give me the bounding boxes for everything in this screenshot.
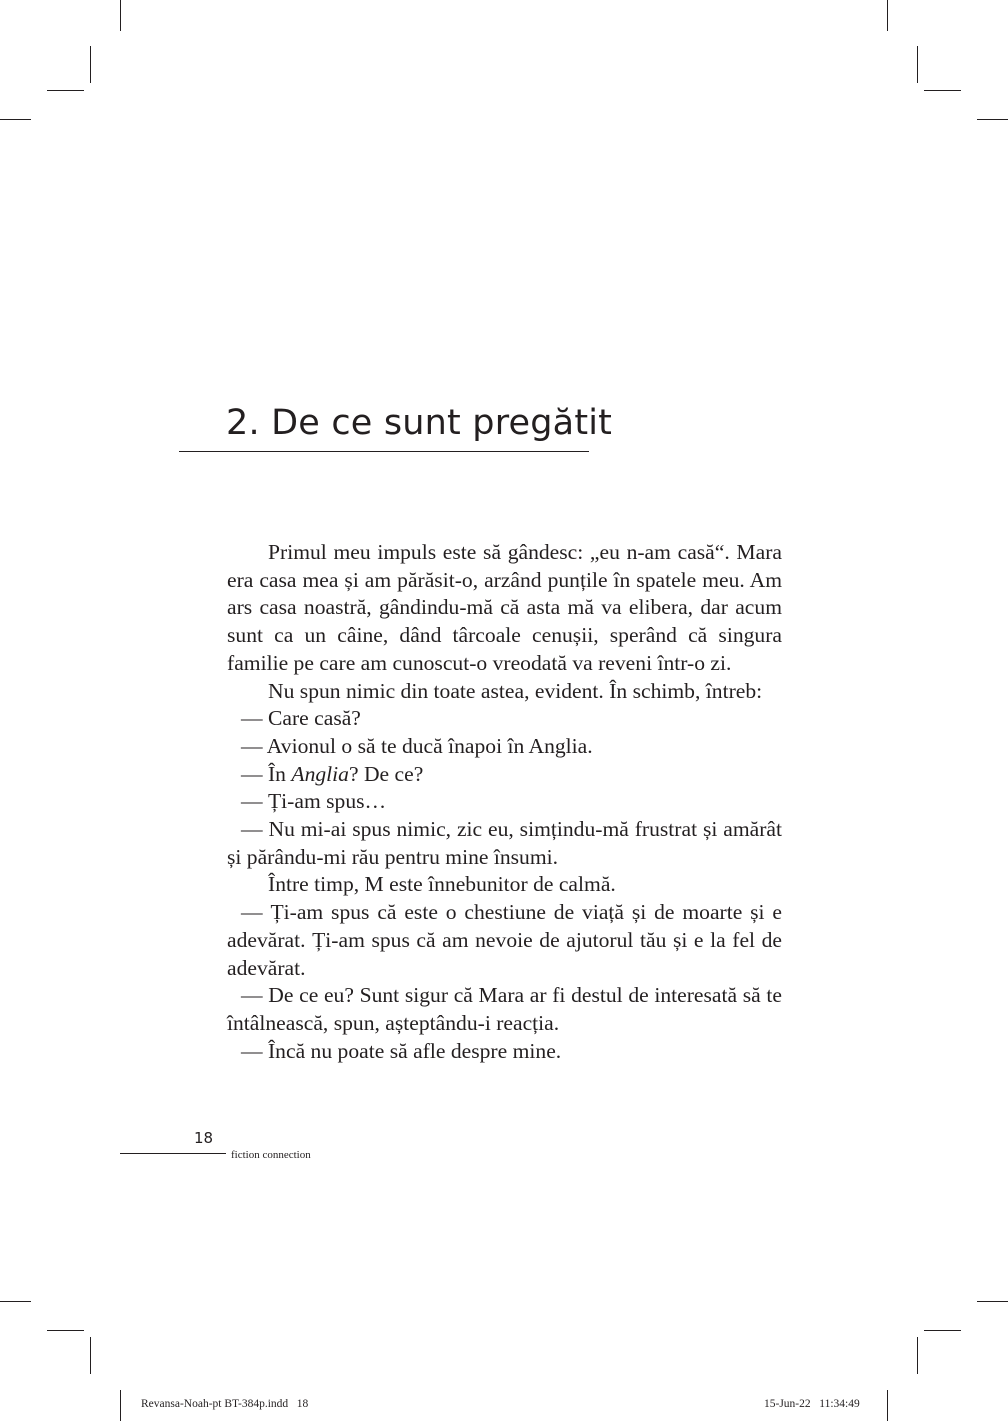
dialogue-line: — Ți-am spus… xyxy=(241,789,387,814)
chapter-title: 2. De ce sunt pregătit xyxy=(226,403,613,443)
page-number: 18 xyxy=(194,1129,214,1147)
body-text xyxy=(227,539,782,1065)
paragraph: Nu spun nimic din toate astea, evident. În schimb, întreb: xyxy=(268,678,763,703)
crop-mark xyxy=(977,1301,1008,1302)
crop-mark xyxy=(120,0,121,31)
crop-mark xyxy=(0,119,31,120)
crop-mark xyxy=(917,1337,918,1374)
crop-mark xyxy=(0,1301,31,1302)
dialogue-line: — Avionul o să te ducă înapoi în Anglia. xyxy=(241,733,593,758)
crop-mark xyxy=(977,119,1008,120)
crop-mark xyxy=(924,90,961,91)
slug-filename: Revansa-Noah-pt BT-384p.indd 18 xyxy=(141,1398,309,1410)
crop-mark xyxy=(924,1330,961,1331)
crop-mark xyxy=(887,0,888,31)
dialogue-text: — În xyxy=(241,761,292,786)
crop-mark xyxy=(120,1390,121,1421)
dialogue-line: — Ți-am spus că este o chestiune de viață și de moarte și e adevărat. Ți-am spus că am nevoie de ajutorul tău și e la fel de adevărat. xyxy=(227,900,782,980)
crop-mark xyxy=(887,1390,888,1421)
folio-rule xyxy=(120,1153,226,1154)
paragraph: Între timp, M este înnebunitor de calmă. xyxy=(268,872,616,897)
publisher-name: fiction connection xyxy=(231,1149,311,1161)
crop-mark xyxy=(47,90,84,91)
slug-timestamp: 15-Jun-22 11:34:49 xyxy=(764,1398,860,1410)
crop-mark xyxy=(917,46,918,83)
paragraph: Primul meu impuls este să gândesc: „eu n-am casă“. Mara era casa mea și am părăsit-o, arzând punțile în spatele meu. Am ars casa noastră, gândindu-mă că asta mă va elibera, dar acum sunt ca un câine, dând târcoale cenușii, sperând că singura familie pe care am cunoscut-o vreodată va reveni într-o zi. xyxy=(227,540,782,675)
crop-mark xyxy=(90,1337,91,1374)
dialogue-line: — Încă nu poate să afle despre mine. xyxy=(241,1038,562,1063)
dialogue-line: — Nu mi-ai spus nimic, zic eu, simțindu-mă frustrat și amărât și părându-mi rău pentru mine însumi. xyxy=(227,817,782,869)
dialogue-line xyxy=(227,761,782,789)
dialogue-text: ? De ce? xyxy=(348,761,424,786)
crop-mark xyxy=(47,1330,84,1331)
emphasized-word: Anglia xyxy=(291,761,349,786)
crop-mark xyxy=(90,46,91,83)
dialogue-line: — Care casă? xyxy=(241,706,361,731)
title-underline xyxy=(179,451,589,452)
dialogue-line: — De ce eu? Sunt sigur că Mara ar fi destul de interesată să te întâlnească, spun, așteptându-i reacția. xyxy=(227,983,782,1035)
